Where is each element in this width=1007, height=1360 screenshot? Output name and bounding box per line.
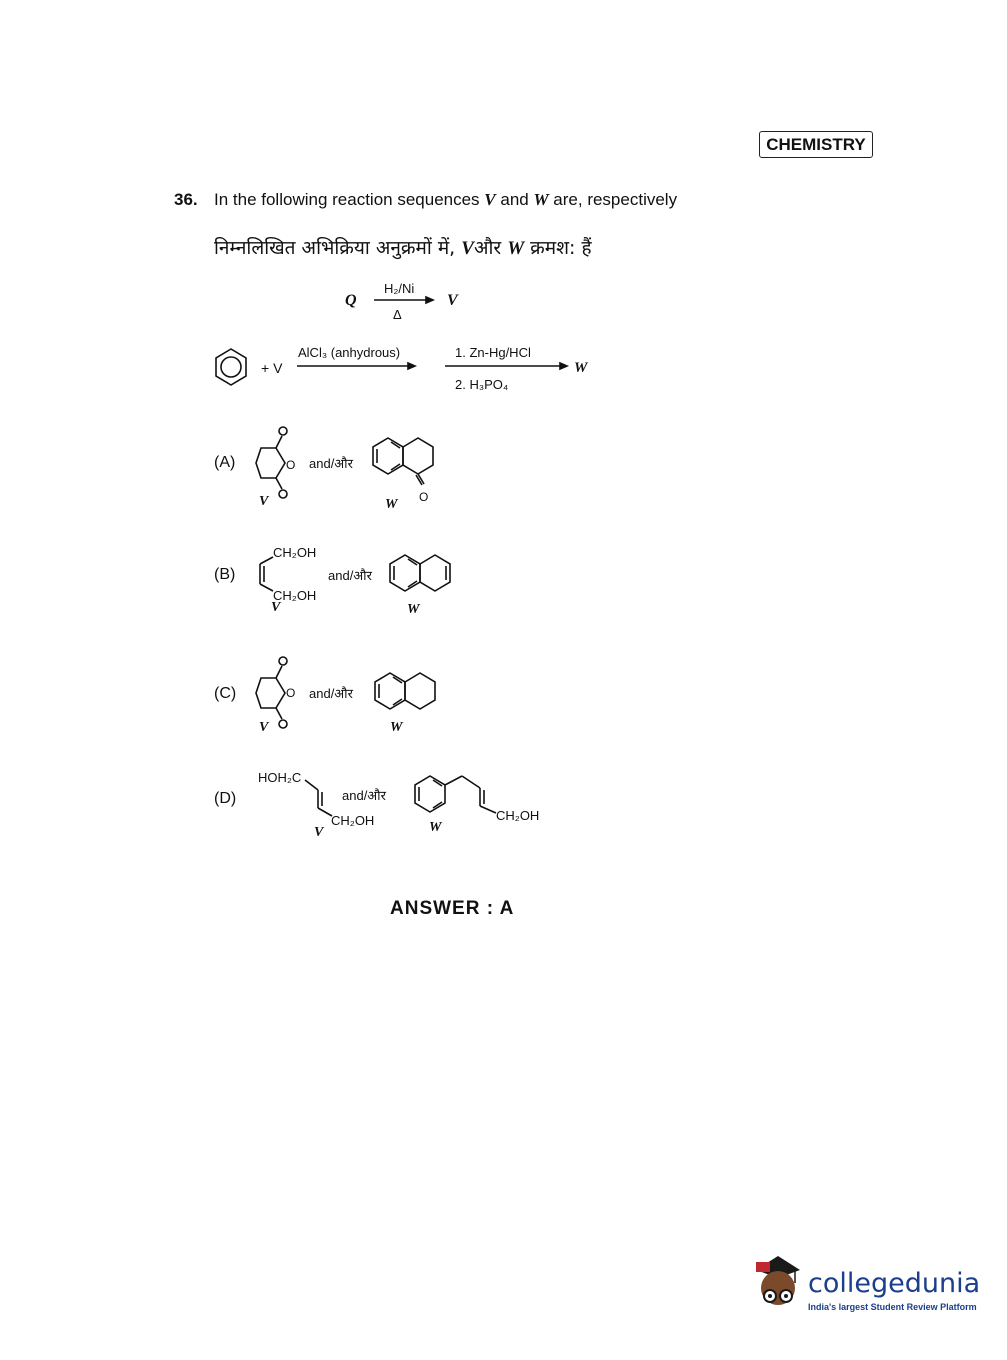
option-b-top-group: CH₂OH bbox=[273, 545, 317, 560]
option-b-and: and/और bbox=[328, 568, 372, 583]
collegedunia-mascot-icon bbox=[756, 1256, 800, 1305]
option-d-left-group: HOH₂C bbox=[258, 770, 302, 785]
question-text-pre: In the following reaction sequences bbox=[214, 190, 485, 209]
hindi-var-v: V bbox=[461, 238, 474, 259]
logo-tagline: India's largest Student Review Platform bbox=[808, 1302, 977, 1312]
option-b-w: W bbox=[407, 602, 420, 617]
option-d-phenylbutenol-icon bbox=[415, 776, 496, 813]
option-c-tetralin-icon bbox=[375, 673, 435, 709]
reaction2-reagent1: AlCl₃ (anhydrous) bbox=[298, 345, 401, 360]
option-b-dihydronaphthalene-icon bbox=[390, 555, 450, 591]
option-d-v: V bbox=[314, 825, 324, 840]
hindi-var-w: W bbox=[507, 238, 525, 259]
reaction2-reagent2-step1: 1. Zn-Hg/HCl bbox=[455, 345, 531, 360]
option-d-bottom-group: CH₂OH bbox=[331, 813, 375, 828]
reaction2-product: W bbox=[574, 360, 588, 376]
option-a-label[interactable]: (A) bbox=[214, 454, 236, 471]
option-b-bottom-group: CH₂OH bbox=[273, 588, 317, 603]
reaction2-plus-v: + V bbox=[261, 360, 283, 376]
logo-name[interactable]: collegedunia bbox=[808, 1268, 981, 1299]
option-a-carbonyl-o: O bbox=[419, 490, 429, 504]
option-d-butenediol-icon bbox=[305, 780, 332, 816]
option-c-anhydride-icon bbox=[256, 657, 287, 728]
reaction1-product: V bbox=[447, 292, 458, 309]
question-number: 36. bbox=[174, 190, 198, 209]
reaction1-reagent-top: H₂/Ni bbox=[384, 281, 415, 296]
option-d-w: W bbox=[429, 820, 442, 835]
reaction1-reactant: Q bbox=[345, 292, 357, 309]
option-a-and: and/और bbox=[309, 456, 353, 471]
option-c-ring-o: O bbox=[286, 686, 296, 700]
option-b-label[interactable]: (B) bbox=[214, 566, 236, 583]
option-c-w: W bbox=[390, 720, 403, 735]
reaction2-reagent2-step2: 2. H₃PO₄ bbox=[455, 377, 509, 392]
hindi-mid: और bbox=[473, 237, 508, 259]
var-v: V bbox=[484, 190, 496, 209]
reaction1-arrowhead bbox=[426, 297, 433, 303]
option-c-label[interactable]: (C) bbox=[214, 685, 237, 702]
reaction2-arrowhead2 bbox=[560, 363, 567, 369]
hindi-post: क्रमश: हैं bbox=[524, 237, 592, 259]
reaction1-reagent-bottom: Δ bbox=[393, 307, 402, 322]
option-d-label[interactable]: (D) bbox=[214, 790, 237, 807]
option-a-w: W bbox=[385, 497, 398, 512]
question-text-mid: and bbox=[495, 190, 534, 209]
answer-text: ANSWER : A bbox=[390, 898, 515, 919]
option-a-ring-o: O bbox=[286, 458, 296, 472]
option-d-w-group: CH₂OH bbox=[496, 808, 540, 823]
option-a-anhydride-icon bbox=[256, 427, 287, 498]
option-a-tetralone-icon bbox=[373, 438, 433, 485]
subject-badge: CHEMISTRY bbox=[759, 131, 873, 158]
var-w: W bbox=[533, 190, 549, 209]
question-text-post: are, respectively bbox=[548, 190, 678, 209]
option-b-v: V bbox=[271, 600, 281, 615]
option-b-butenediol-icon bbox=[260, 557, 273, 591]
option-c-and: and/और bbox=[309, 686, 353, 701]
hindi-pre: निम्नलिखित अभिक्रिया अनुक्रमों में, bbox=[214, 237, 462, 259]
option-a-v: V bbox=[259, 494, 269, 509]
option-c-v: V bbox=[259, 720, 269, 735]
reaction2-arrowhead1 bbox=[408, 363, 415, 369]
benzene-icon bbox=[216, 349, 246, 385]
option-d-and: and/और bbox=[342, 788, 386, 803]
